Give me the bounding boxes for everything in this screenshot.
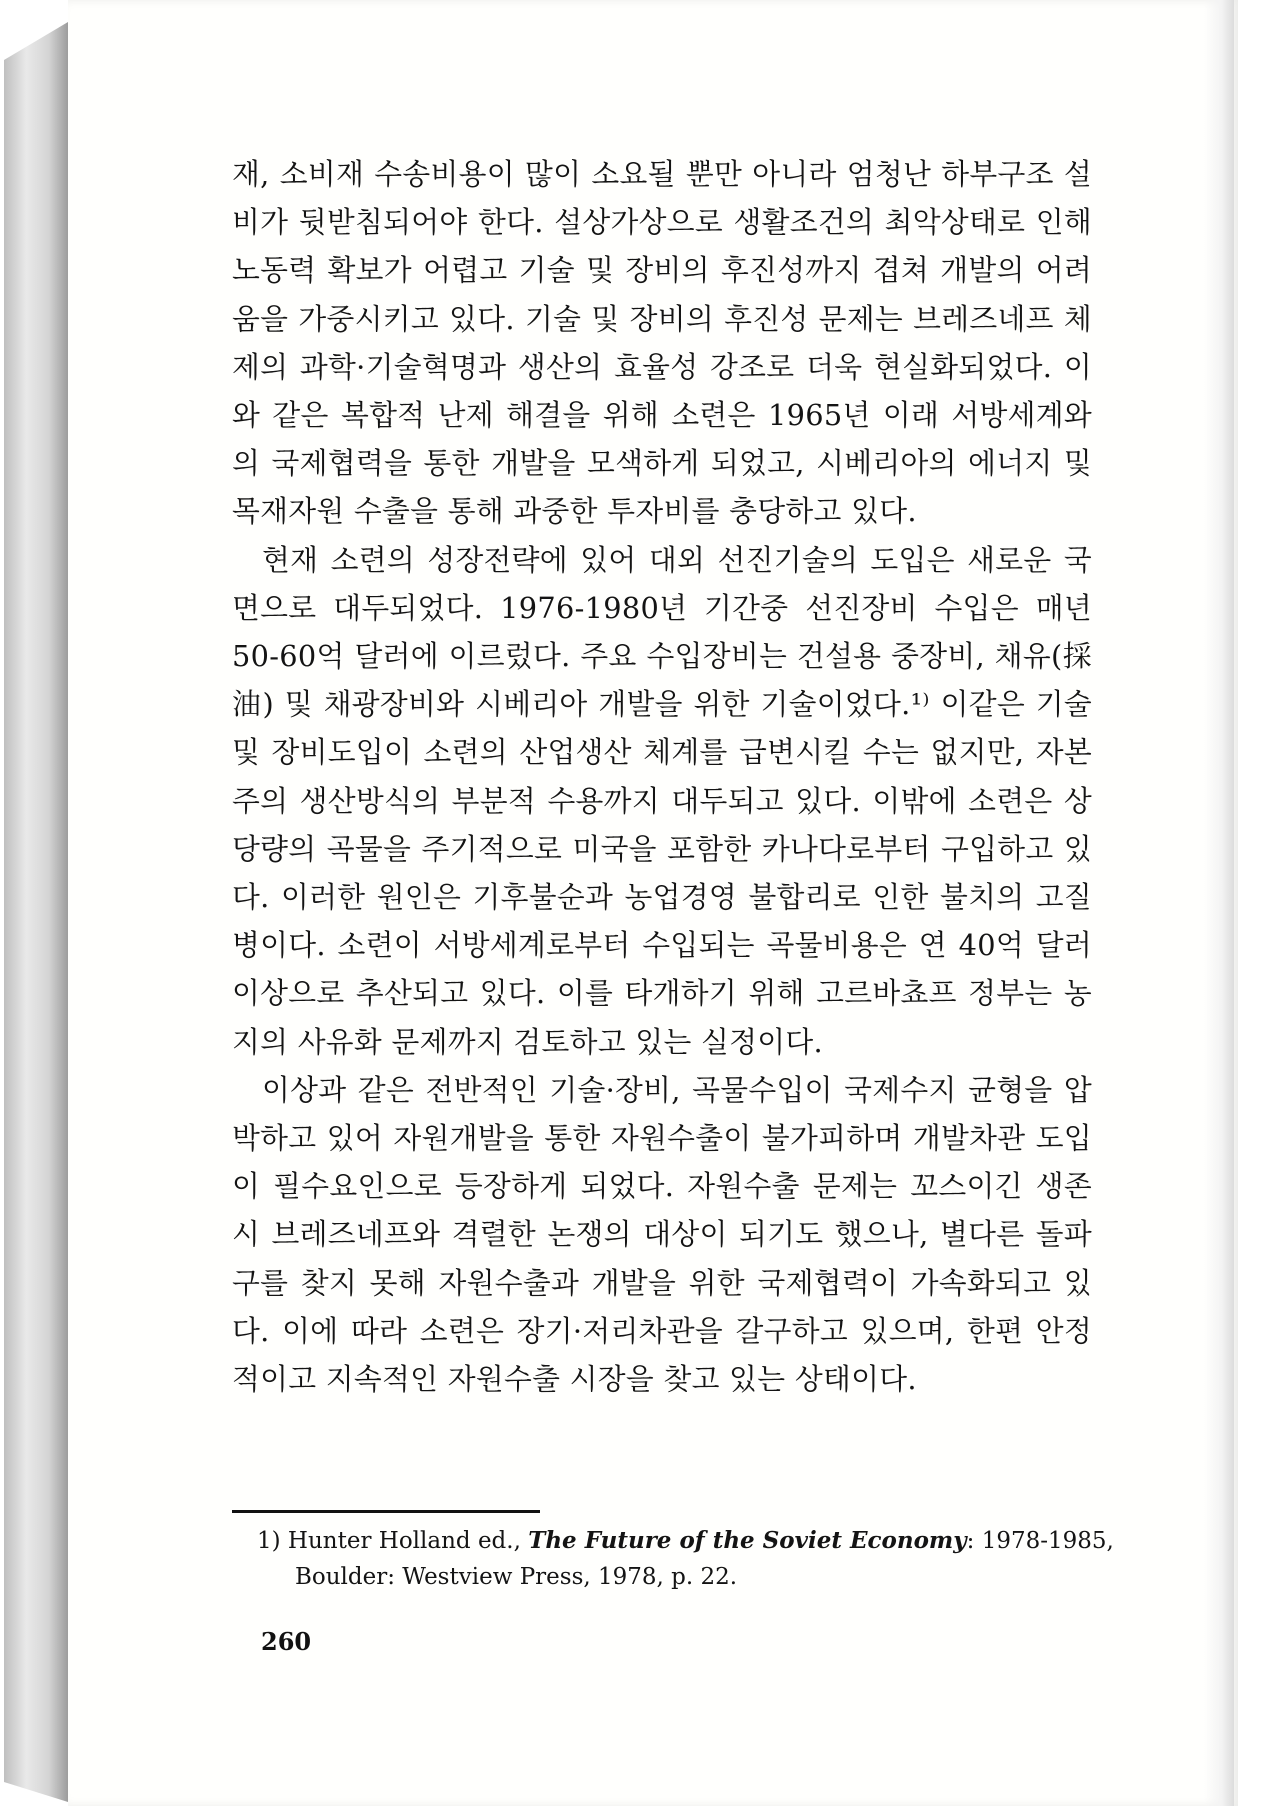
book-spine-edge bbox=[4, 22, 68, 1802]
footnote-divider bbox=[232, 1510, 540, 1513]
footnote-title: The Future of the Soviet Economy bbox=[528, 1527, 967, 1554]
footnote-publisher: Boulder: Westview Press, 1978, p. 22. bbox=[295, 1564, 738, 1590]
body-text bbox=[232, 150, 1092, 1403]
footnote-author: Hunter Holland ed., bbox=[287, 1528, 521, 1554]
paragraph-2: 현재 소련의 성장전략에 있어 대외 선진기술의 도입은 새로운 국면으로 대두되었다. 1976-1980년 기간중 선진장비 수입은 매년 50-60억 달러에 이르렀다. 주요 수입장비는 건설용 중장비, 채유(採油) 및 채광장비와 시베리아 개발을 위한 기술이었다.¹⁾ 이같은 기술 및 장비도입이 소련의 산업생산 체계를 급변시킬 수는 없지만, 자본주의 생산방식의 부분적 수용까지 대두되고 있다. 이밖에 소련은 상당량의 곡물을 주기적으로 미국을 포함한 카나다로부터 구입하고 있다. 이러한 원인은 기후불순과 농업경영 불합리로 인한 불치의 고질병이다. 소련이 서방세계로부터 수입되는 곡물비용은 연 40억 달러 이상으로 추산되고 있다. 이를 타개하기 위해 고르바쵸프 정부는 농지의 사유화 문제까지 검토하고 있는 실정이다. bbox=[232, 542, 1092, 1059]
paragraph-3: 이상과 같은 전반적인 기술·장비, 곡물수입이 국제수지 균형을 압박하고 있어 자원개발을 통한 자원수출이 불가피하며 개발차관 도입이 필수요인으로 등장하게 되었다. 자원수출 문제는 꼬스이긴 생존시 브레즈네프와 격렬한 논쟁의 대상이 되기도 했으나, 별다른 돌파구를 찾지 못해 자원수출과 개발을 위한 국제협력이 가속화되고 있다. 이에 따라 소련은 장기·저리차관을 갈구하고 있으며, 한편 안정적이고 지속적인 자원수출 시장을 찾고 있는 상태이다. bbox=[232, 1072, 1092, 1397]
paragraph-1: 재, 소비재 수송비용이 많이 소요될 뿐만 아니라 엄청난 하부구조 설비가 뒷받침되어야 한다. 설상가상으로 생활조건의 최악상태로 인해 노동력 확보가 어렵고 기술 및 장비의 후진성까지 겹쳐 개발의 어려움을 가중시키고 있다. 기술 및 장비의 후진성 문제는 브레즈네프 체제의 과학·기술혁명과 생산의 효율성 강조로 더욱 현실화되었다. 이와 같은 복합적 난제 해결을 위해 소련은 1965년 이래 서방세계와의 국제협력을 통한 개발을 모색하게 되었고, 시베리아의 에너지 및 목재자원 수출을 통해 과중한 투자비를 충당하고 있다. bbox=[232, 157, 1092, 529]
page-number: 260 bbox=[261, 1627, 312, 1656]
page-edge-shadow bbox=[1204, 0, 1234, 1806]
footnote bbox=[257, 1523, 1117, 1595]
footnote-marker: 1) bbox=[257, 1528, 281, 1554]
footnote-title-suffix: : 1978-1985, bbox=[966, 1528, 1114, 1554]
